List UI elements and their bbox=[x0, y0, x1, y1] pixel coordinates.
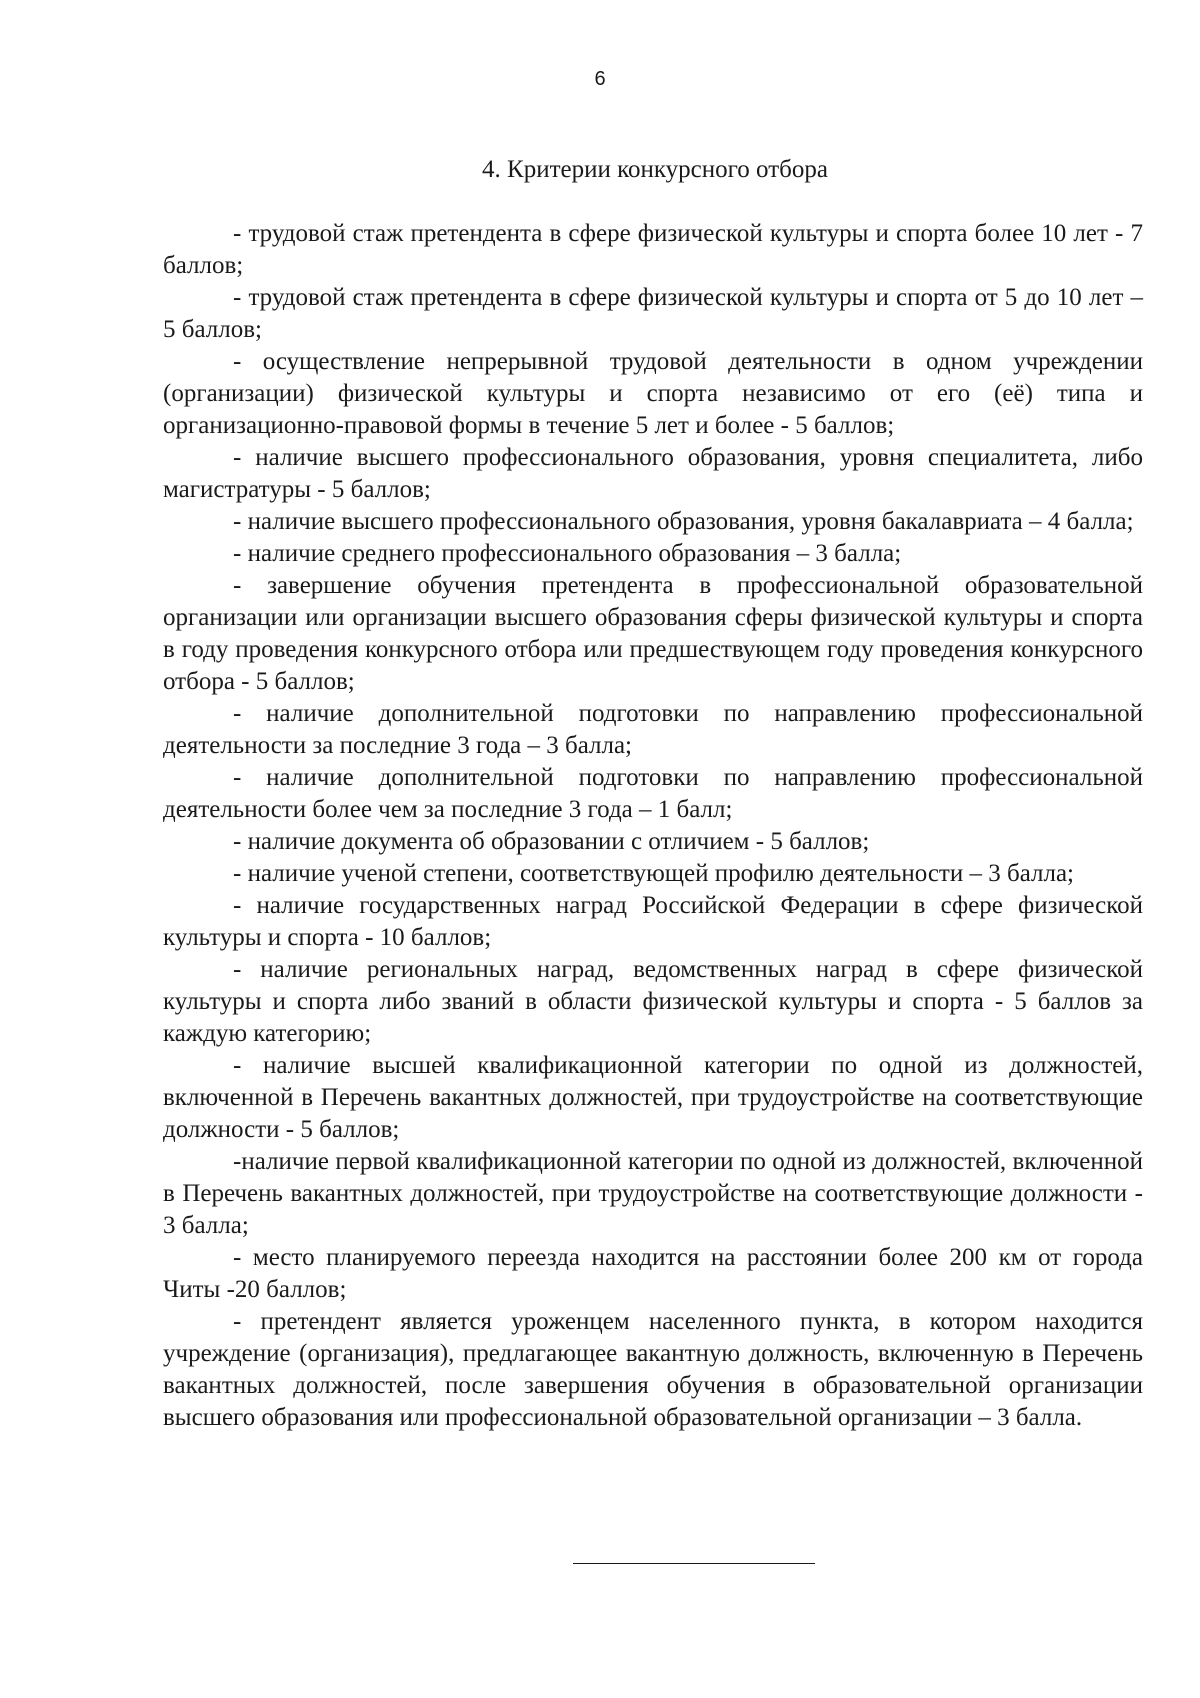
criterion-item: - наличие дополнительной подготовки по направлению профессиональной деятельности более чем за последние 3 года – 1 балл; bbox=[163, 764, 1143, 823]
criterion-item: - осуществление непрерывной трудовой деятельности в одном учреждении (организации) физической культуры и спорта независимо от его (её) типа и организационно-правовой формы в течение 5 лет и более - 5 баллов; bbox=[163, 348, 1143, 439]
criteria-list bbox=[163, 218, 1143, 1434]
criterion-item: - наличие государственных наград Российской Федерации в сфере физической культуры и спорта - 10 баллов; bbox=[163, 892, 1143, 951]
criterion-item: - трудовой стаж претендента в сфере физической культуры и спорта от 5 до 10 лет – 5 баллов; bbox=[163, 284, 1143, 343]
criterion-item: -наличие первой квалификационной категории по одной из должностей, включенной в Перечень вакантных должностей, при трудоустройстве на соответствующие должности - 3 балла; bbox=[163, 1148, 1143, 1239]
criterion-item: - завершение обучения претендента в профессиональной образовательной организации или организации высшего образования сферы физической культуры и спорта в году проведения конкурсного отбора или предшествующем году проведения конкурсного отбора - 5 баллов; bbox=[163, 572, 1143, 695]
criterion-item: - наличие среднего профессионального образования – 3 балла; bbox=[233, 540, 902, 567]
criterion-item: - наличие высшего профессионального образования, уровня специалитета, либо магистратуры - 5 баллов; bbox=[163, 444, 1143, 503]
criterion-item: - наличие высшей квалификационной категории по одной из должностей, включенной в Перечень вакантных должностей, при трудоустройстве на соответствующие должности - 5 баллов; bbox=[163, 1052, 1143, 1143]
page-number: 6 bbox=[594, 68, 606, 90]
criterion-item: - наличие дополнительной подготовки по направлению профессиональной деятельности за последние 3 года – 3 балла; bbox=[163, 700, 1143, 759]
criterion-item: - место планируемого переезда находится на расстоянии более 200 км от города Читы -20 баллов; bbox=[163, 1244, 1143, 1303]
criterion-item: - претендент является уроженцем населенного пункта, в котором находится учреждение (организация), предлагающее вакантную должность, включенную в Перечень вакантных должностей, после завершения обучения в образовательной организации высшего образования или профессиональной образовательной организации – 3 балла. bbox=[163, 1308, 1143, 1431]
criterion-item: - наличие региональных наград, ведомственных наград в сфере физической культуры и спорта либо званий в области физической культуры и спорта - 5 баллов за каждую категорию; bbox=[163, 956, 1143, 1047]
criterion-item: - наличие ученой степени, соответствующей профилю деятельности – 3 балла; bbox=[233, 860, 1075, 887]
section-title: 4. Критерии конкурсного отбора bbox=[482, 156, 828, 183]
criterion-item: - наличие документа об образовании с отличием - 5 баллов; bbox=[233, 828, 870, 855]
criterion-item: - наличие высшего профессионального образования, уровня бакалавриата – 4 балла; bbox=[233, 508, 1134, 535]
criterion-item: - трудовой стаж претендента в сфере физической культуры и спорта более 10 лет - 7 баллов; bbox=[163, 220, 1143, 279]
closing-rule bbox=[573, 1563, 815, 1564]
